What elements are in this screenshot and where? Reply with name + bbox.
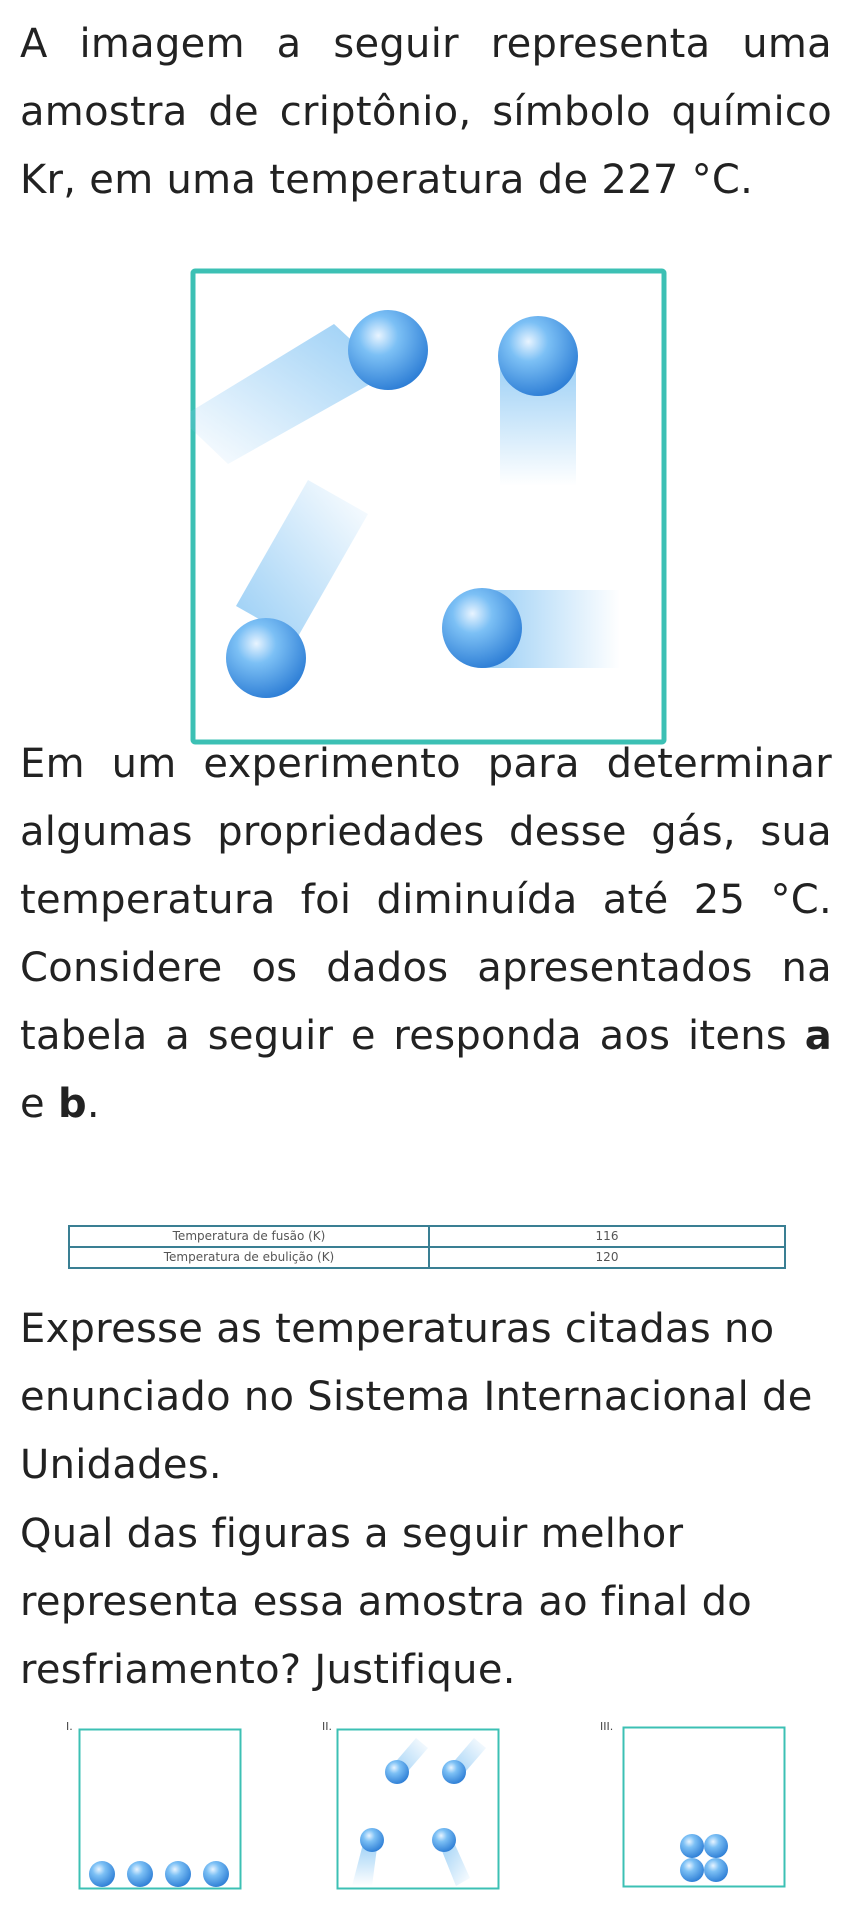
krypton-particle	[680, 1858, 704, 1882]
question-a-paragraph: Expresse as temperaturas citadas no enunciado no Sistema Internacional de Unidades.	[20, 1306, 813, 1488]
container-box	[624, 1728, 785, 1887]
option-label: II.	[322, 1720, 332, 1733]
krypton-particle	[432, 1828, 456, 1852]
krypton-particle	[385, 1760, 409, 1784]
option-iii-figure	[622, 1726, 786, 1888]
table-cell-value: 116	[429, 1226, 785, 1247]
krypton-particle	[226, 618, 306, 698]
krypton-particle	[165, 1861, 191, 1887]
krypton-particle	[89, 1861, 115, 1887]
period: .	[86, 1081, 100, 1127]
table-cell-label: Temperatura de fusão (K)	[69, 1226, 429, 1247]
table-cell-value: 120	[429, 1247, 785, 1268]
experiment-paragraph	[20, 730, 832, 1138]
krypton-particle	[704, 1834, 728, 1858]
krypton-particle	[680, 1834, 704, 1858]
krypton-particle	[498, 316, 578, 396]
temperature-table	[68, 1225, 786, 1269]
krypton-particle	[704, 1858, 728, 1882]
question-b-paragraph: Qual das figuras a seguir melhor representa essa amostra ao final do resfriamento? Justifique.	[20, 1511, 753, 1693]
krypton-particle	[442, 1760, 466, 1784]
krypton-particle	[203, 1861, 229, 1887]
connector-text: e	[20, 1081, 58, 1127]
option-i-figure	[78, 1728, 242, 1890]
option-label: III.	[600, 1720, 614, 1733]
option-label: I.	[66, 1720, 73, 1733]
gas-sample-figure	[190, 268, 670, 748]
table-cell-label: Temperatura de ebulição (K)	[69, 1247, 429, 1268]
krypton-particle	[442, 588, 522, 668]
intro-paragraph: A imagem a seguir representa uma amostra de criptônio, símbolo químico Kr, em uma temperatura de 227 °C.	[20, 21, 832, 203]
krypton-particle	[348, 310, 428, 390]
table-row	[69, 1247, 785, 1268]
experiment-text: Em um experimento para determinar algumas propriedades desse gás, sua temperatura foi diminuída até 25 °C. Considere os dados apresentados na tabela a seguir e responda aos itens	[20, 741, 832, 1059]
krypton-particle	[127, 1861, 153, 1887]
item-b-label: b	[57, 1081, 87, 1127]
item-a-label: a	[804, 1013, 832, 1059]
krypton-particle	[360, 1828, 384, 1852]
table-row	[69, 1226, 785, 1247]
option-ii-figure	[336, 1728, 500, 1890]
